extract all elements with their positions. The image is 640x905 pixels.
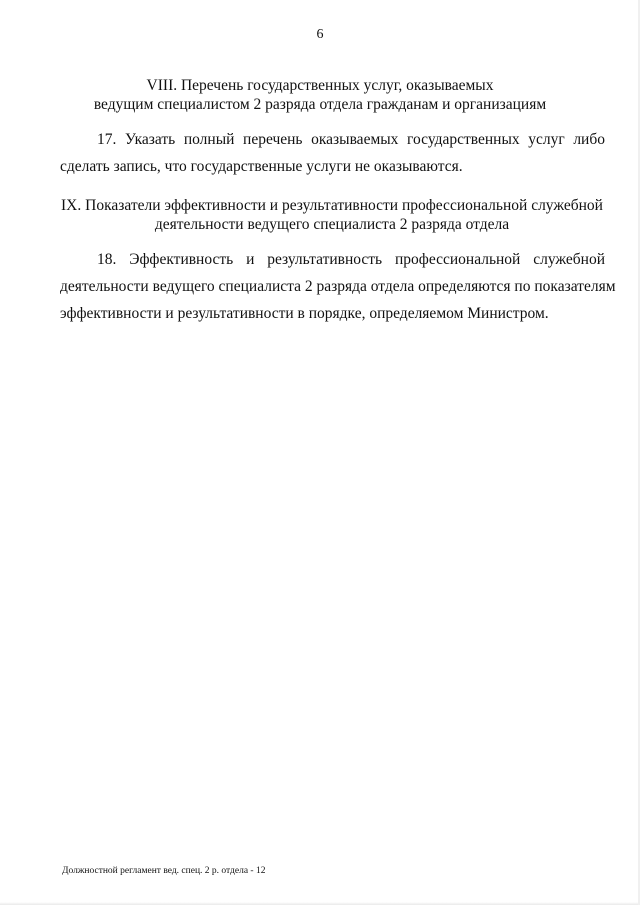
section-8-heading-line-2: ведущим специалистом 2 разряда отдела гражданам и организациям	[93, 96, 547, 113]
section-9-heading	[12, 196, 640, 234]
page-number: 6	[316, 27, 324, 42]
section-8-heading	[0, 76, 640, 114]
paragraph-18-line-1: 18. Эффективность и результативность профессиональной служебной	[97, 251, 605, 268]
section-9-heading-line-1: IX. Показатели эффективности и результативности профессиональной служебной	[61, 197, 603, 214]
paragraph-18	[60, 246, 616, 327]
section-8-heading-line-1: VIII. Перечень государственных услуг, оказываемых	[146, 77, 494, 94]
paragraph-17	[60, 126, 605, 180]
paragraph-18-line-3: эффективности и результативности в порядке, определяемом Министром.	[60, 305, 549, 322]
paragraph-18-line-2: деятельности ведущего специалиста 2 разряда отдела определяются по показателям	[60, 278, 616, 295]
section-9-heading-line-2: деятельности ведущего специалиста 2 разряда отдела	[154, 216, 510, 233]
footer-note: Должностной регламент вед. спец. 2 р. отдела - 12	[62, 866, 266, 876]
paragraph-17-line-1: 17. Указать полный перечень оказываемых государственных услуг либо	[97, 131, 605, 148]
paragraph-17-line-2: сделать запись, что государственные услуги не оказываются.	[60, 158, 463, 175]
